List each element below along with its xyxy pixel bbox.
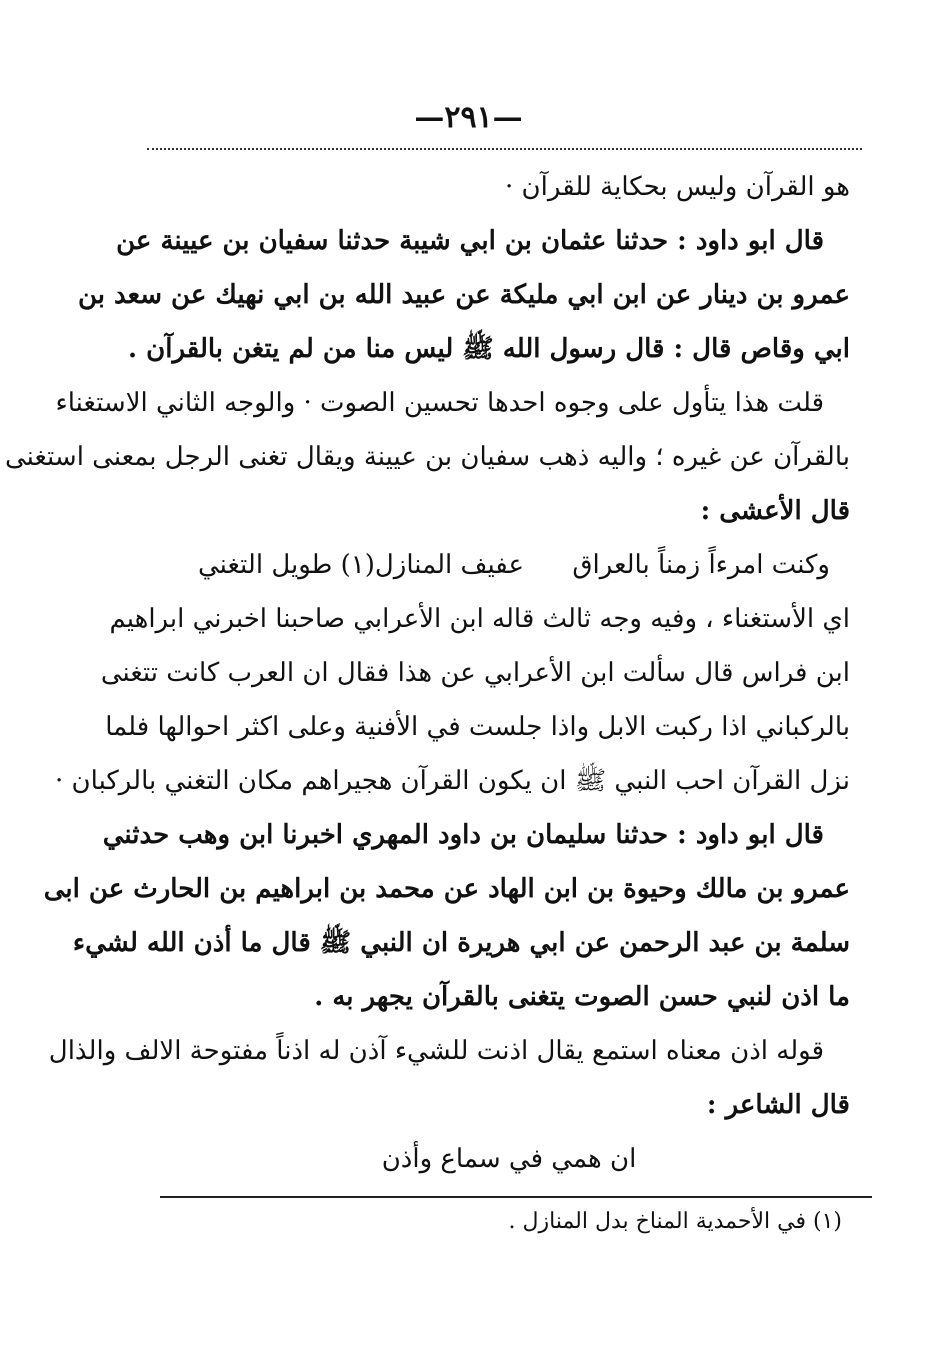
text-line: ابي وقاص قال : قال رسول الله ﷺ ليس منا من لم يتغن بالقرآن . [128,334,850,364]
text-line: قال ابو داود : حدثنا سليمان بن داود المهري اخبرنا ابن وهب حدثني [102,820,824,850]
text-line: ابن فراس قال سألت ابن الأعرابي عن هذا فقال ان العرب كانت تتغنى [100,658,850,688]
text-line: عمرو بن دينار عن ابن ابي مليكة عن عبيد الله بن ابي نهيك عن سعد بن [77,280,850,310]
footnote-divider [160,1196,872,1198]
verse-hemistich-left: عفيف المنازل(١) طويل التغني [198,550,524,580]
text-line: قال الشاعر : [706,1090,850,1120]
footnote: (١) في الأحمدية المناخ بدل المنازل . [508,1209,842,1234]
poetry-verse [168,538,850,592]
text-line: هو القرآن وليس بحكاية للقرآن · [505,172,850,202]
text-line: قال ابو داود : حدثنا عثمان بن ابي شيبة حدثنا سفيان بن عيينة عن [116,226,824,256]
text-line: عمرو بن مالك وحيوة بن ابن الهاد عن محمد بن ابراهيم بن الحارث عن ابى [43,874,850,904]
text-line: قال الأعشى : [700,496,850,526]
text-line: ما اذن لنبي حسن الصوت يتغنى بالقرآن يجهر به . [314,982,850,1012]
text-line: قلت هذا يتأول على وجوه احدها تحسين الصوت · والوجه الثاني الاستغناء [55,388,824,418]
text-line: قوله اذن معناه استمع يقال اذنت للشيء آذن له اذناً مفتوحة الالف والذال [48,1036,824,1066]
text-line: بالقرآن عن غيره ؛ واليه ذهب سفيان بن عيينة ويقال تغنى الرجل بمعنى استغنى [5,442,850,472]
poetry-verse-2: ان همي في سماع وأذن [381,1144,637,1174]
text-line: نزل القرآن احب النبي ﷺ ان يكون القرآن هجيراهم مكان التغني بالركبان · [55,766,850,796]
main-text [5,160,850,1186]
page-number: —٢٩١— [414,100,523,135]
text-line: سلمة بن عبد الرحمن عن ابي هريرة ان النبي ﷺ قال ما أذن الله لشيء [72,928,850,958]
header-divider [147,148,862,150]
text-line: بالركباني اذا ركبت الابل واذا جلست في الأفنية وعلى اكثر احوالها فلما [105,712,850,742]
text-line: اي الأستغناء ، وفيه وجه ثالث قاله ابن الأعرابي صاحبنا اخبرني ابراهيم [109,604,850,634]
verse-hemistich-right: وكنت امرءاً زمناً بالعراق [572,550,830,580]
